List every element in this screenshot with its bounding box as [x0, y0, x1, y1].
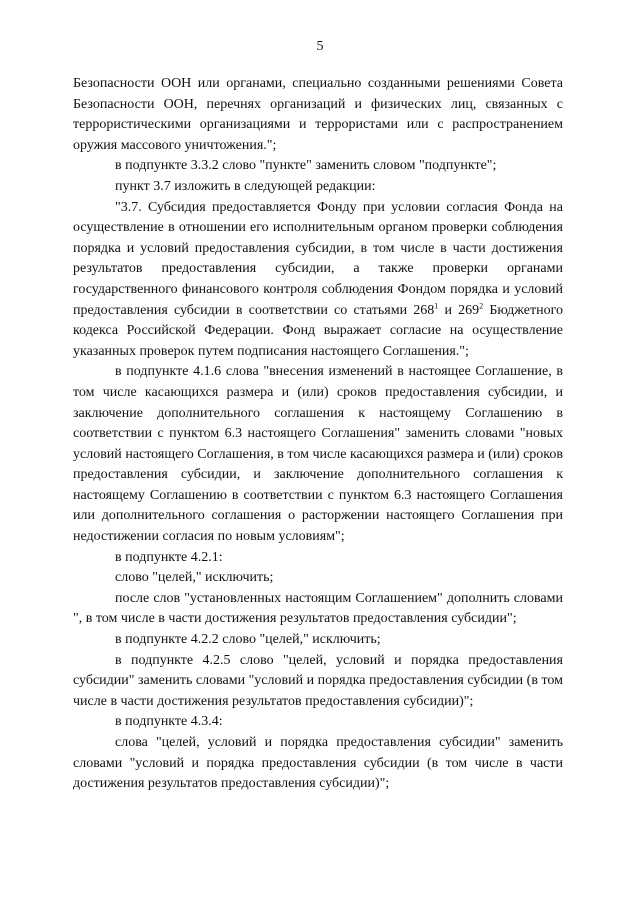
paragraph-subpoint-4-1-6: в подпункте 4.1.6 слова "внесения изменений в настоящее Соглашение, в том числе касающихся размера и (или) сроков предоставления субсидии, и заключение дополнительного соглашения к настоящему Соглашению в соответствии с пунктом 6.3 настоящего Соглашения" заменить словами "новых условий настоящего Соглашения, в том числе касающихся размера и (или) сроков предоставления субсидии, и заключение дополнительного соглашения к настоящему Соглашению в соответствии с пунктом 6.3 настоящего Соглашения или дополнительного соглашения о расторжении настоящего Соглашения при недостижении согласия по новым условиям"; [73, 364, 563, 545]
article-269-superscript: 2 [479, 300, 484, 310]
paragraph-subpoint-4-2-5: в подпункте 4.2.5 слово "целей, условий и порядка предоставления субсидии" заменить словами "условий и порядка предоставления субсидии (в том числе в части достижения результатов предоставления субсидии)"; [73, 652, 563, 709]
document-body [73, 74, 563, 795]
paragraph-exclude-goals: слово "целей," исключить; [115, 570, 274, 586]
point-3-7-part2: и 269 [438, 302, 480, 318]
point-3-7-part1: "3.7. Субсидия предоставляется Фонду при условии согласия Фонда на осуществление в отношении его исполнительным органом проверки соблюдения порядка и условий предоставления субсидии, в том числе в части достижения результатов предоставления субсидии, а также проверки органами государственного финансового контроля соблюдения Фондом порядка и условий предоставления субсидии в соответствии со статьями 268 [73, 199, 563, 318]
point-3-7-part3: Бюджетного кодекса Российской Федерации. Фонд выражает согласие на осуществление указанных проверок путем подписания настоящего Соглашения."; [73, 302, 563, 359]
paragraph-subpoint-4-3-4: в подпункте 4.3.4: [115, 714, 223, 730]
paragraph-un-lists: Безопасности ООН или органами, специально созданными решениями Совета Безопасности ООН, перечнях организаций и физических лиц, связанных с террористическими организациями и террористами или с распространением оружия массового уничтожения."; [73, 76, 563, 153]
page-number: 5 [316, 39, 324, 54]
paragraph-replace-words: слова "целей, условий и порядка предоставления субсидии" заменить словами "условий и порядка предоставления субсидии (в том числе в части достижения результатов предоставления субсидии)"; [73, 735, 563, 792]
article-268-superscript: 1 [434, 300, 439, 310]
paragraph-subpoint-3-3-2: в подпункте 3.3.2 слово "пункте" заменить словом "подпункте"; [115, 158, 497, 174]
paragraph-subpoint-4-2-2: в подпункте 4.2.2 слово "целей," исключить; [115, 632, 381, 648]
paragraph-subpoint-4-2-1: в подпункте 4.2.1: [115, 549, 223, 565]
paragraph-add-words: после слов "установленных настоящим Соглашением" дополнить словами ", в том числе в части достижения результатов предоставления субсидии"; [73, 590, 563, 627]
paragraph-point-3-7-intro: пункт 3.7 изложить в следующей редакции: [115, 178, 376, 194]
paragraph-point-3-7-text [73, 198, 563, 363]
